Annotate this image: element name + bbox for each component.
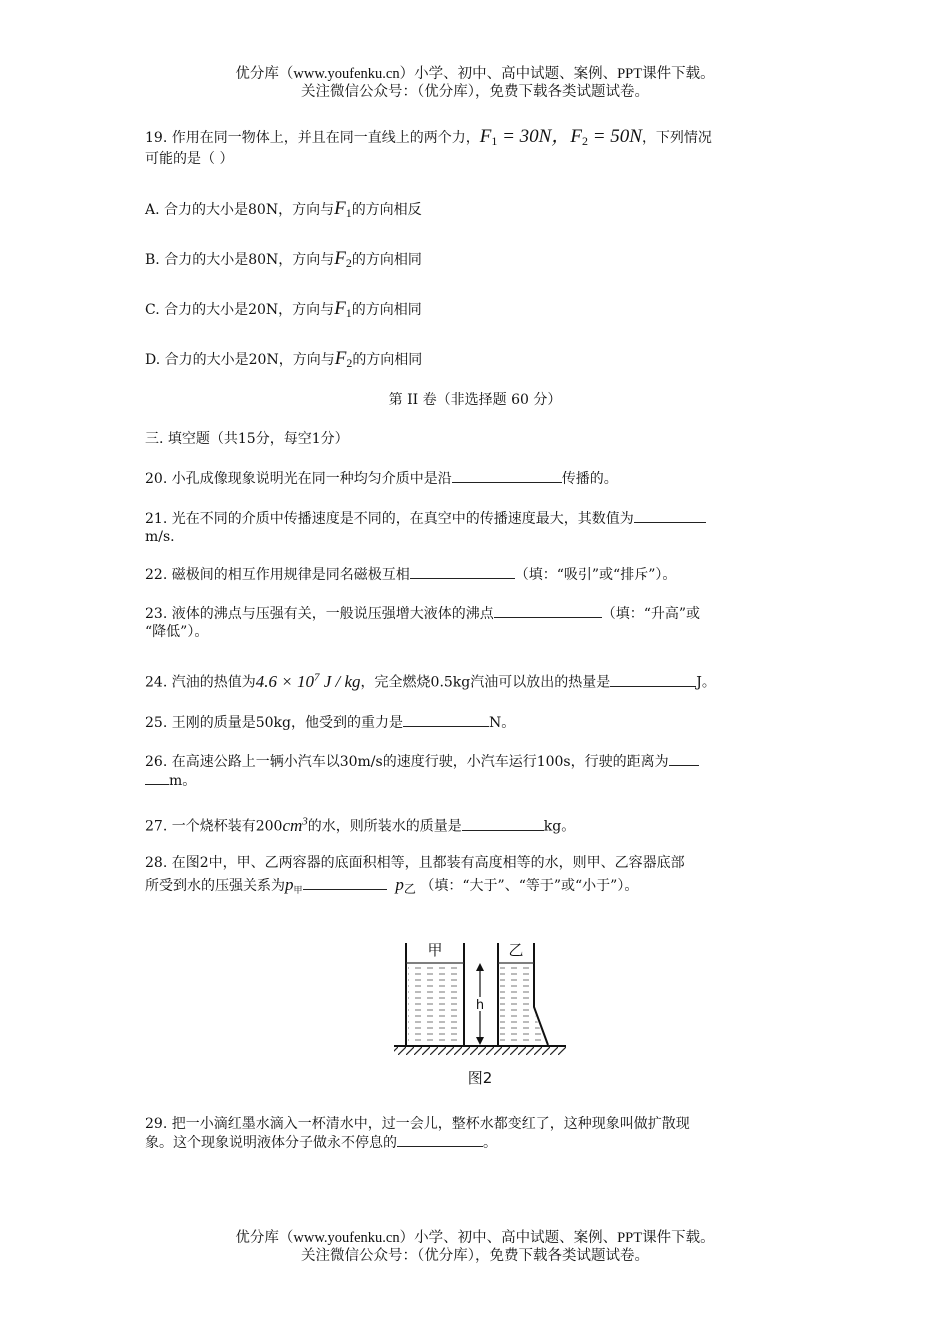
header-line-2: 关注微信公众号：（优分库），免费下载各类试题试卷。 — [301, 84, 649, 100]
answer-blank[interactable] — [634, 509, 706, 523]
pressure-yi: $p_乙$ — [395, 875, 416, 896]
header-line-1: 优分库（www.youfenku.cn）小学、初中、高中试题、案例、PPT课件下载。 — [235, 66, 715, 82]
option-b-symbol: $F_2$ — [334, 248, 352, 270]
answer-blank-cont[interactable] — [145, 771, 169, 785]
q19-tail: ，下列情况 — [641, 130, 712, 146]
ground-hatch — [394, 1047, 566, 1055]
heat-value-formula: $4.6 \times 10^7$ J / kg — [255, 671, 361, 691]
volume-unit: $cm^3$ — [282, 815, 308, 835]
figure-2-containers — [390, 935, 570, 1095]
pressure-jia: $p_甲$ — [285, 875, 303, 895]
question-21: 21. 光在不同的介质中传播速度是不同的，在真空中的传播速度最大，其数值为 m/s. — [145, 509, 807, 546]
question-29: 29. 把一小滴红墨水滴入一杯清水中，过一会儿，整杯水都变红了，这种现象叫做扩散现 象。这个现象说明液体分子做永不停息的 。 — [145, 1116, 690, 1151]
answer-blank[interactable] — [452, 469, 562, 483]
label-jia: 甲 — [427, 941, 443, 959]
section-title: 第 II 卷（非选择题 60 分） — [388, 392, 562, 408]
question-26: 26. 在高速公路上一辆小汽车以30m/s的速度行驶，小汽车运行100s，行驶的距离为 m。 — [145, 752, 807, 790]
option-d-symbol: $F_2$ — [334, 348, 353, 370]
question-27: 27. 一个烧杯装有$200cm^3$的水，则所装水的质量是 kg。 — [145, 815, 576, 835]
q19-line-2: 可能的是（ ） — [145, 151, 234, 167]
section-subtitle: 三. 填空题（共15分，每空1分） — [145, 431, 349, 447]
answer-blank[interactable] — [494, 604, 602, 618]
option-c-symbol: $F_1$ — [334, 298, 352, 320]
f1-symbol: $F_1 = 30N$， — [479, 126, 571, 148]
question-24: 24. 汽油的热值为$4.6 \times 10^7$ J / kg，完全燃烧0.5kg汽油可以放出的热量是 J。 — [145, 671, 716, 691]
answer-blank[interactable] — [397, 1133, 483, 1147]
answer-blank[interactable] — [403, 713, 489, 727]
arrow-up-icon — [476, 963, 484, 971]
answer-blank[interactable] — [410, 565, 515, 579]
answer-blank[interactable] — [462, 817, 544, 831]
option-a: A. 合力的大小是80N，方向与$F_1$的方向相反 — [145, 198, 422, 220]
f2-symbol: $F_2 = 50N$ — [570, 126, 642, 148]
footer-line-1: 优分库（www.youfenku.cn）小学、初中、高中试题、案例、PPT课件下载。 — [235, 1230, 715, 1246]
figure-caption: 图2 — [467, 1069, 493, 1087]
question-28: 28. 在图2中，甲、乙两容器的底面积相等，且都装有高度相等的水，则甲、乙容器底部 所受到水的压强关系为$p_甲$ $p_乙$ （填：“大于”、“等于”或“小于”）。 — [145, 855, 685, 896]
q19-lead: 19. 作用在同一物体上，并且在同一直线上的两个力， — [145, 130, 480, 146]
answer-blank[interactable] — [303, 876, 387, 890]
option-c: C. 合力的大小是20N，方向与$F_1$的方向相同 — [145, 298, 422, 320]
option-d: D. 合力的大小是20N，方向与$F_2$的方向相同 — [145, 348, 423, 370]
question-19 — [145, 128, 807, 168]
water-jia — [408, 965, 462, 1045]
option-a-symbol: $F_1$ — [334, 198, 352, 220]
label-yi: 乙 — [508, 941, 524, 959]
question-20: 20. 小孔成像现象说明光在同一种均匀介质中是沿 传播的。 — [145, 471, 618, 487]
arrow-down-icon — [476, 1037, 484, 1045]
question-23: 23. 液体的沸点与压强有关，一般说压强增大液体的沸点 （填：“升高”或 “降低”）。 — [145, 606, 701, 640]
question-25: 25. 王刚的质量是50kg，他受到的重力是 N。 — [145, 715, 516, 731]
option-b: B. 合力的大小是80N，方向与$F_2$的方向相同 — [145, 248, 422, 270]
answer-blank[interactable] — [610, 673, 696, 687]
footer-line-2: 关注微信公众号：（优分库），免费下载各类试题试卷。 — [301, 1248, 649, 1264]
question-22: 22. 磁极间的相互作用规律是同名磁极互相 （填：“吸引”或“排斥”）。 — [145, 567, 677, 583]
answer-blank[interactable] — [669, 752, 699, 766]
water-yi — [500, 965, 546, 1045]
label-h: h — [475, 998, 485, 1013]
